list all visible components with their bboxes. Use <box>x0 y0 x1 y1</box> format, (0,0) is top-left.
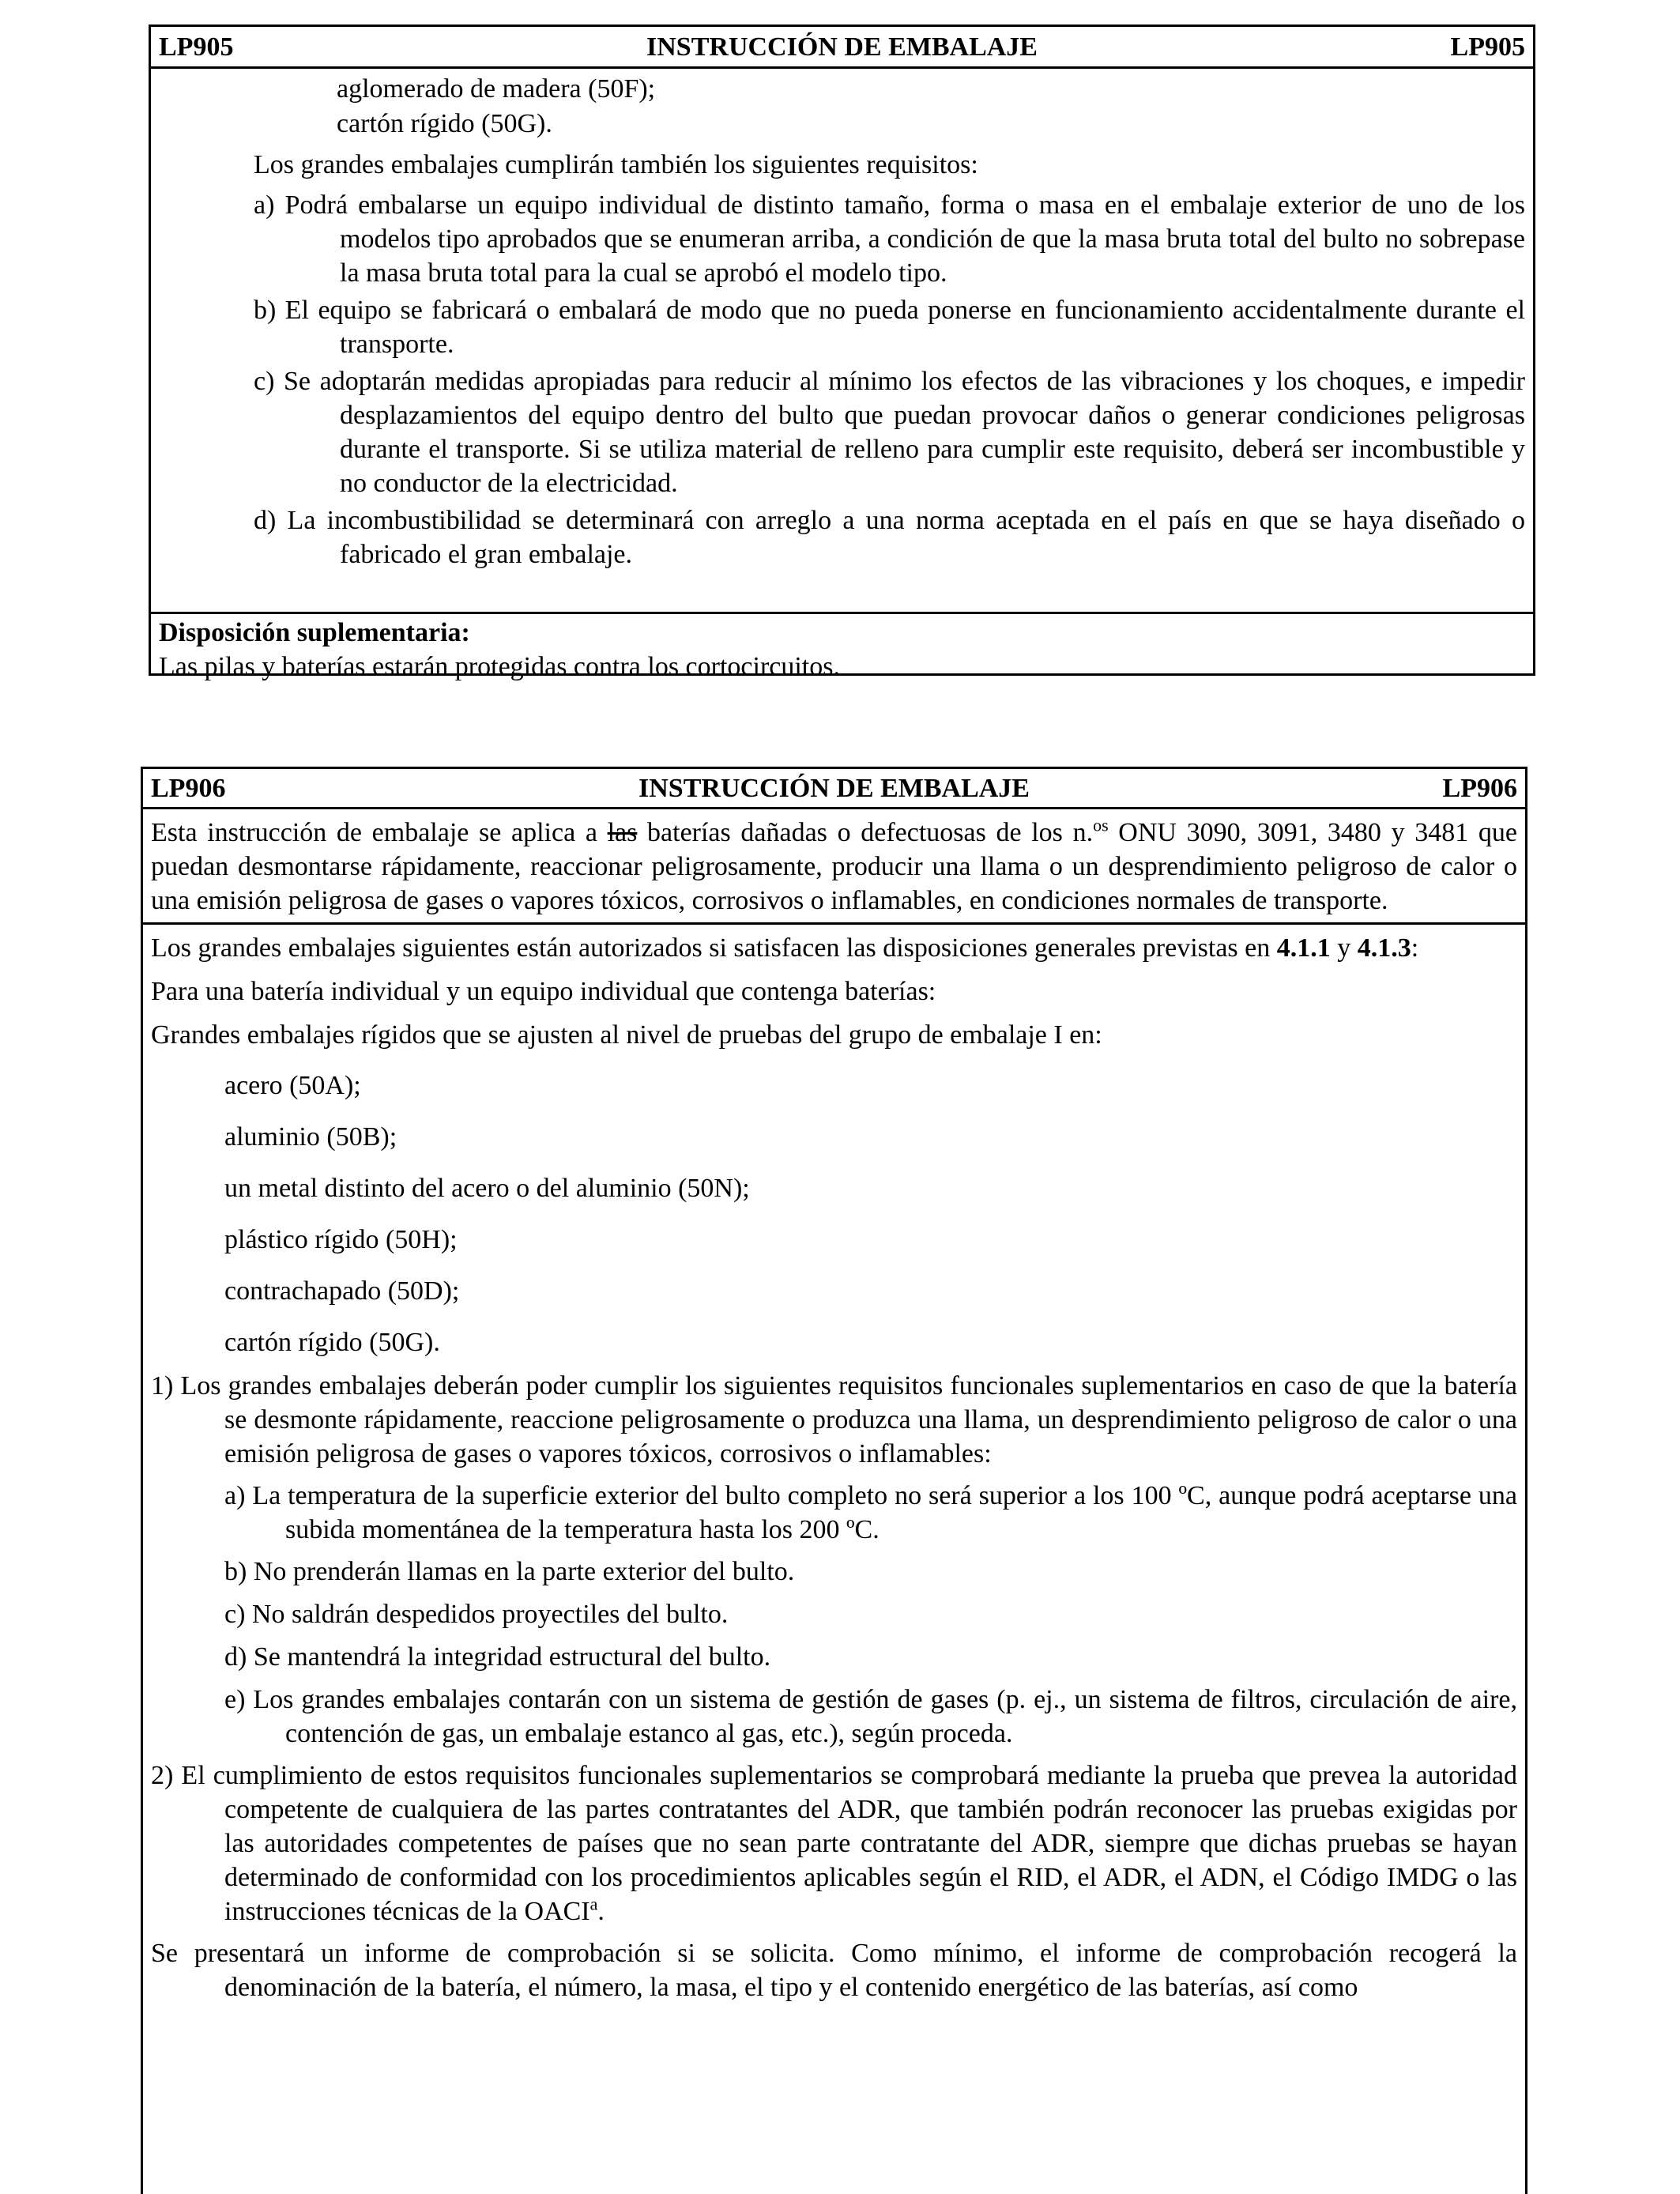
lp906-auth-b: y <box>1330 933 1358 963</box>
lp906-auth-ref2: 4.1.3 <box>1357 933 1411 963</box>
lp905-material-1: cartón rígido (50G). <box>337 109 552 138</box>
lp906-report: Se presentará un informe de comprobación si se solicita. Como mínimo, el informe de comprobación recogerá la denominación de la batería, el número, la masa, el tipo y el contenido energético de las baterías, así como <box>151 1939 1517 2002</box>
lp906-material-0: acero (50A); <box>224 1071 361 1100</box>
lp906-scope-sup: os <box>1093 815 1109 835</box>
lp905-supp-text: Las pilas y baterías estarán protegidas contra los cortocircuitos. <box>159 652 840 681</box>
lp906-auth-ref1: 4.1.1 <box>1276 933 1331 963</box>
lp906-sub-d: d) Se mantendrá la integridad estructural del bulto. <box>224 1642 771 1672</box>
lp906-table <box>141 767 1527 2194</box>
lp905-title: INSTRUCCIÓN DE EMBALAJE <box>646 32 1038 62</box>
lp906-title: INSTRUCCIÓN DE EMBALAJE <box>638 773 1030 803</box>
lp906-code-right: LP906 <box>1442 773 1517 803</box>
lp906-req2-text: 2) El cumplimiento de estos requisitos funcionales suplementarios se comprobará mediante la prueba que prevea la autoridad competente de cualquiera de las partes contratantes del ADR, que también podrán reconocer las pruebas exigidas por las autoridades competentes de países que no sean parte contratante del ADR, siempre que dichas pruebas se hayan determinado de conformidad con los procedimientos aplicables según el RID, el ADR, el ADN, el Código IMDG o las instrucciones técnicas de la OACI <box>151 1761 1517 1926</box>
lp905-requirements-intro: Los grandes embalajes cumplirán también los siguientes requisitos: <box>254 150 978 179</box>
lp906-material-4: contrachapado (50D); <box>224 1276 460 1306</box>
lp905-requirement-d: d) La incombustibilidad se determinará con arreglo a una norma aceptada en el país en que se haya diseñado o fabricado el gran embalaje. <box>254 506 1525 569</box>
lp906-material-2: un metal distinto del acero o del aluminio (50N); <box>224 1174 750 1203</box>
lp906-code-left: LP906 <box>151 773 226 803</box>
lp905-material-0: aglomerado de madera (50F); <box>337 74 656 104</box>
lp906-sub-b: b) No prenderán llamas en la parte exterior del bulto. <box>224 1557 795 1586</box>
lp906-auth-c: : <box>1411 933 1419 963</box>
lp906-scope-c: ONU 3090, 3091, 3480 y 3481 que puedan desmontarse rápidamente, reaccionar peligrosamente, producir una llama o un desprendimiento peligroso de calor o una emisión peligrosa de gases o vapores tóxicos, corrosivos o inflamables, en condiciones normales de transporte. <box>151 818 1517 915</box>
lp906-req2-sup: a <box>590 1894 598 1914</box>
lp905-supp-heading: Disposición suplementaria: <box>159 618 470 647</box>
lp905-requirement-c: c) Se adoptarán medidas apropiadas para reducir al mínimo los efectos de las vibraciones y los choques, e impedir desplazamientos del equipo dentro del bulto que puedan provocar daños o generar condiciones peligrosas durante el transporte. Si se utiliza material de relleno para cumplir este requisito, deberá ser incombustible y no conductor de la electricidad. <box>254 367 1525 498</box>
lp906-material-5: cartón rígido (50G). <box>224 1328 440 1357</box>
lp906-scope-struck: las <box>607 818 638 847</box>
lp906-header <box>143 769 1525 809</box>
lp906-sub-a: a) La temperatura de la superficie exterior del bulto completo no será superior a los 100 ºC, aunque podrá aceptarse una subida momentánea de la temperatura hasta los 200 ºC. <box>224 1481 1517 1544</box>
lp905-code-left: LP905 <box>159 32 234 62</box>
lp906-auth-a: Los grandes embalajes siguientes están autorizados si satisfacen las disposiciones generales previstas en <box>151 933 1277 963</box>
lp906-rigid-packagings: Grandes embalajes rígidos que se ajusten al nivel de pruebas del grupo de embalaje I en: <box>151 1020 1102 1050</box>
lp905-requirement-a: a) Podrá embalarse un equipo individual de distinto tamaño, forma o masa en el embalaje exterior de uno de los modelos tipo aprobados que se enumeran arriba, a condición de que la masa bruta total del bulto no sobrepase la masa bruta total para la cual se aprobó el modelo tipo. <box>254 190 1525 288</box>
lp906-scope-a: Esta instrucción de embalaje se aplica a <box>151 818 608 847</box>
lp905-header <box>151 27 1533 69</box>
lp905-supplementary <box>151 614 1533 684</box>
lp906-requirement-2 <box>151 1759 1517 1928</box>
lp906-req2-end: . <box>597 1897 605 1926</box>
lp905-table <box>149 25 1535 681</box>
lp906-scope-text <box>151 816 1517 918</box>
lp906-scope <box>143 809 1525 925</box>
lp905-code-right: LP905 <box>1450 32 1525 62</box>
lp906-scope-b: baterías dañadas o defectuosas de los n. <box>637 818 1094 847</box>
lp906-requirement-1: 1) Los grandes embalajes deberán poder cumplir los siguientes requisitos funcionales suplementarios en caso de que la batería se desmonte rápidamente, reaccione peligrosamente o produzca una llama, un desprendimiento peligroso de calor o una emisión peligrosa de gases o vapores tóxicos, corrosivos o inflamables: <box>151 1371 1517 1468</box>
lp906-sub-c: c) No saldrán despedidos proyectiles del bulto. <box>224 1600 729 1629</box>
lp905-body <box>151 69 1533 614</box>
lp906-sub-e: e) Los grandes embalajes contarán con un sistema de gestión de gases (p. ej., un sistema de filtros, circulación de aire, contención de gas, un embalaje estanco al gas, etc.), según proceda. <box>224 1685 1517 1748</box>
lp906-material-1: aluminio (50B); <box>224 1122 397 1152</box>
lp906-authorized <box>151 931 1517 965</box>
lp905-requirement-b: b) El equipo se fabricará o embalará de modo que no pueda ponerse en funcionamiento accidentalmente durante el transporte. <box>254 296 1525 359</box>
lp906-single-battery: Para una batería individual y un equipo individual que contenga baterías: <box>151 977 936 1006</box>
lp906-material-3: plástico rígido (50H); <box>224 1225 458 1254</box>
lp906-body <box>143 925 1525 2004</box>
